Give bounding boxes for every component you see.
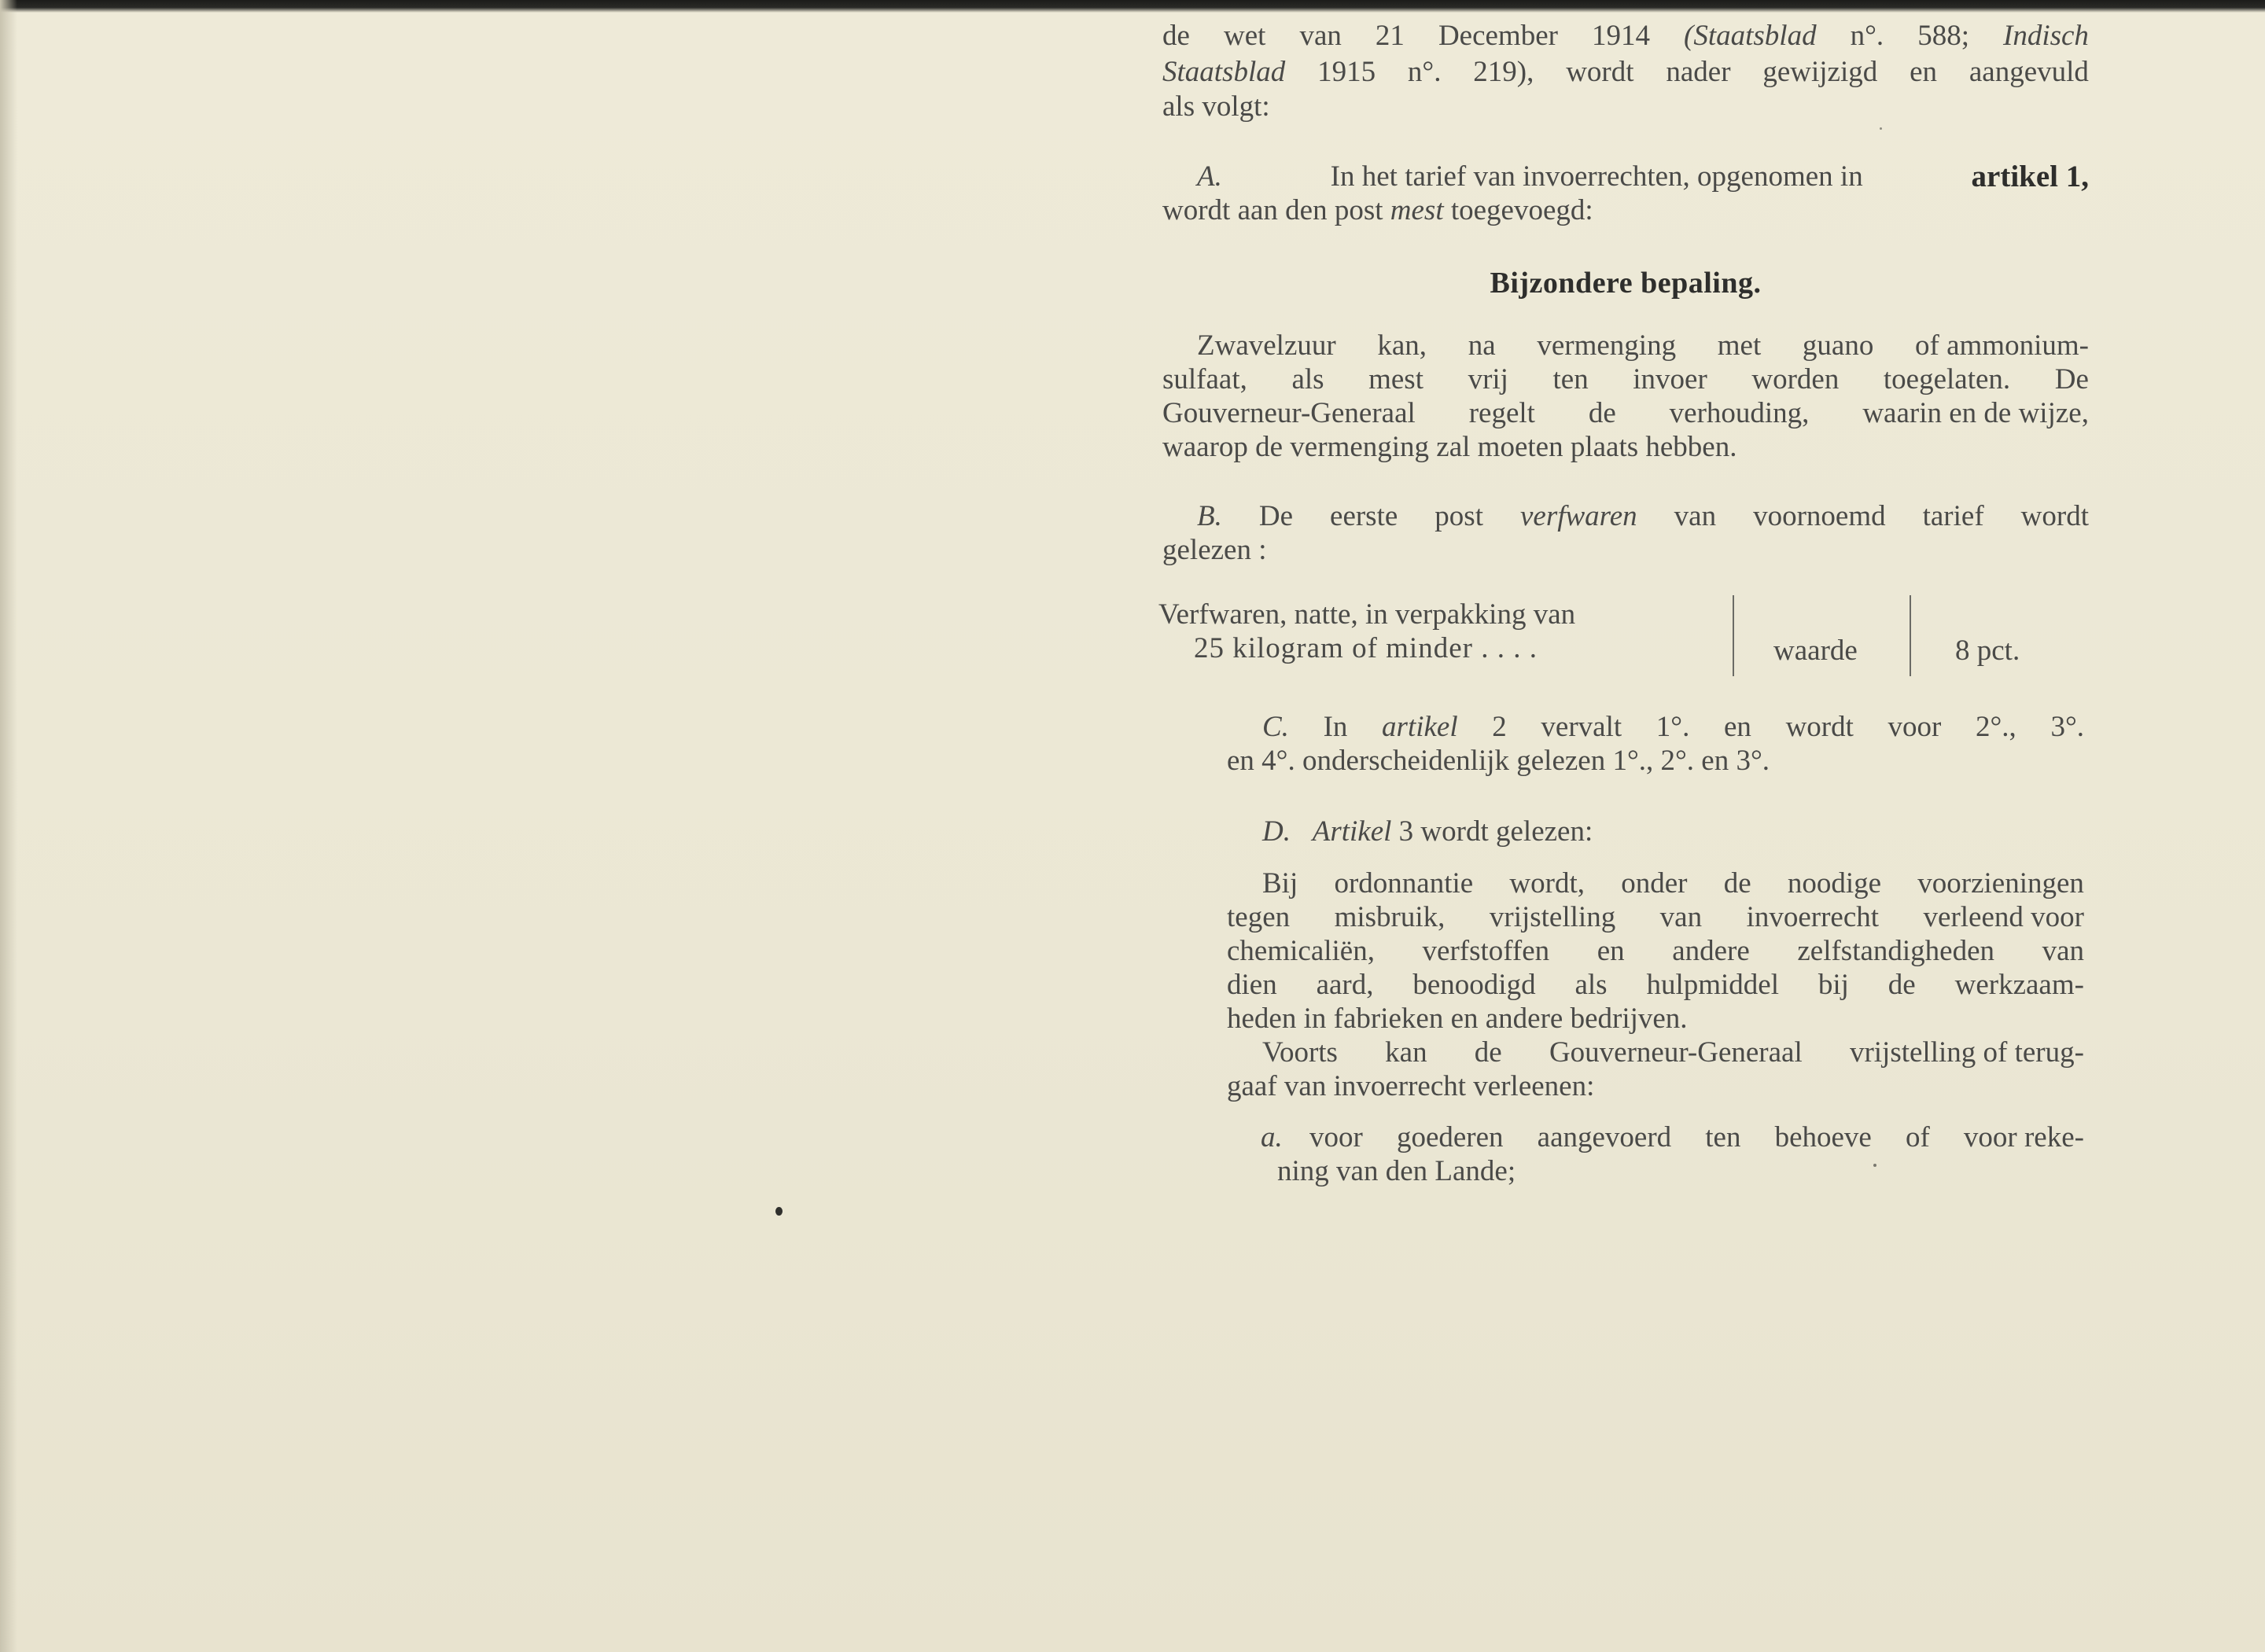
intro-line-3: als volgt: bbox=[1162, 90, 1270, 123]
page-left-edge bbox=[0, 0, 17, 1652]
ordonnantie-line-3: chemicaliën, verfstoffen en andere zelfstandigheden van bbox=[1227, 935, 2084, 967]
tariff-description-line-2: 25 kilogram of minder . . . . bbox=[1194, 632, 1538, 664]
provision-line-2: sulfaat, als mest vrij ten invoer worden toegelaten. De bbox=[1162, 363, 2089, 396]
section-b-line-1: B. De eerste post verfwaren van voornoemd tarief wordt bbox=[1197, 500, 2089, 532]
ordonnantie-line-2: tegen misbruik, vrijstelling van invoerrecht verleend voor bbox=[1227, 901, 2084, 933]
section-c-line-1: C. In artikel 2 vervalt 1°. en wordt voor 2°., 3°. bbox=[1262, 711, 2084, 743]
ordonnantie-line-4: dien aard, benoodigd als hulpmiddel bij de werkzaam- bbox=[1227, 969, 2084, 1001]
section-c-line-2: en 4°. onderscheidenlijk gelezen 1°., 2°. en 3°. bbox=[1227, 745, 1770, 777]
tariff-column-divider bbox=[1733, 595, 1734, 676]
paper-speck bbox=[775, 1207, 783, 1216]
provision-line-3: Gouverneur-Generaal regelt de verhouding, waarin en de wijze, bbox=[1162, 397, 2089, 429]
provision-line-1: Zwavelzuur kan, na vermenging met guano of ammonium- bbox=[1197, 329, 2089, 362]
item-a-letter: a. bbox=[1261, 1121, 1283, 1153]
tariff-column-divider bbox=[1910, 595, 1911, 676]
page-top-edge-shadow bbox=[0, 0, 2265, 13]
item-a-line-1: voor goederen aangevoerd ten behoeve of voor reke- bbox=[1309, 1121, 2084, 1153]
section-b-line-2: gelezen : bbox=[1162, 534, 1267, 566]
tariff-description-line-1: Verfwaren, natte, in verpakking van bbox=[1158, 598, 1576, 631]
provision-line-4: waarop de vermenging zal moeten plaats hebben. bbox=[1162, 431, 1737, 463]
intro-line-1: de wet van 21 December 1914 (Staatsblad n°. 588; Indisch bbox=[1162, 20, 2089, 52]
section-a-line-2: wordt aan den post mest toegevoegd: bbox=[1162, 194, 1593, 226]
ordonnantie-line-5: heden in fabrieken en andere bedrijven. bbox=[1227, 1003, 1688, 1035]
intro-line-2: Staatsblad 1915 n°. 219), wordt nader gewijzigd en aangevuld bbox=[1162, 56, 2089, 88]
ordonnantie-line-7: gaaf van invoerrecht verleenen: bbox=[1227, 1070, 1595, 1102]
ordonnantie-line-1: Bij ordonnantie wordt, onder de noodige voorzieningen bbox=[1262, 867, 2084, 900]
ordonnantie-line-6: Voorts kan de Gouverneur-Generaal vrijstelling of terug- bbox=[1262, 1036, 2084, 1069]
paper-speck bbox=[1873, 1164, 1876, 1167]
item-a-line-2: ning van den Lande; bbox=[1277, 1155, 1516, 1187]
heading-bijzondere-bepaling: Bijzondere bepaling. bbox=[1490, 267, 1762, 300]
tariff-rate: 8 pct. bbox=[1955, 635, 2020, 667]
section-a-line-1: A. In het tarief van invoerrechten, opgenomen in artikel 1, bbox=[1197, 160, 2089, 193]
tariff-basis: waarde bbox=[1773, 635, 1858, 667]
paper-speck bbox=[1880, 127, 1882, 130]
section-d-line: D. Artikel 3 wordt gelezen: bbox=[1262, 815, 1593, 848]
